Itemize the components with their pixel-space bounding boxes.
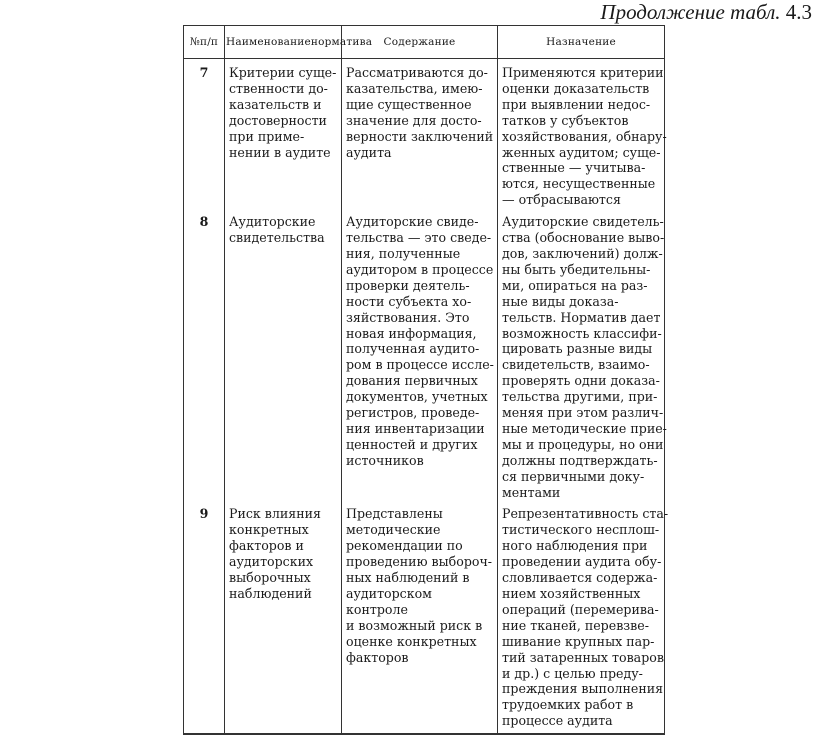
header-row [184, 26, 665, 59]
text-line: Аудиторские [229, 214, 316, 230]
text-line: ми, опираться на раз- [502, 277, 648, 293]
text-line: тий затаренных товаров [502, 649, 664, 665]
caption-number: 4.3 [785, 0, 812, 24]
norm-content [342, 59, 498, 209]
text-line: проверки деятель- [346, 277, 470, 293]
norm-name [225, 500, 342, 734]
text-line: ются, несущественные [502, 176, 656, 192]
text-line: свидетельств, взаимо- [502, 357, 650, 373]
text-line: оценки доказательств [502, 80, 650, 96]
text-line: регистров, проведе- [346, 405, 480, 421]
text-line: цировать разные виды [502, 341, 653, 357]
text-line: Применяются критерии [502, 65, 664, 80]
text-line: ния, полученные [346, 245, 461, 261]
text-line: ные виды доказа- [502, 293, 619, 309]
text-line: меняя при этом различ- [502, 405, 664, 421]
text-line: Аудиторские свиде- [346, 214, 479, 230]
text-line: ности субъекта хо- [346, 293, 472, 309]
text-line: зяйствования. Это [346, 309, 470, 325]
text-line: аудитором в процессе [346, 261, 494, 277]
text-line: дов, заключений) долж- [502, 245, 663, 261]
row-number: 8 [184, 208, 225, 500]
text-line: казательства, имею- [346, 80, 483, 96]
text-line: ственные — учитыва- [502, 160, 646, 176]
text-line: нении в аудите [229, 144, 331, 160]
norm-purpose [498, 59, 665, 209]
text-line: № [189, 35, 200, 48]
text-line: п/п [200, 35, 219, 48]
text-line: — отбрасываются [502, 192, 621, 208]
text-line: Риск влияния [229, 506, 321, 522]
text-line: рекомендации по [346, 538, 463, 554]
text-line: документов, учетных [346, 389, 488, 405]
text-line: наблюдений [229, 586, 312, 601]
text-line: процессе аудита [502, 713, 613, 729]
text-line: норматива [310, 35, 373, 48]
text-line: ние тканей, перевзве- [502, 617, 649, 633]
norm-content [342, 500, 498, 734]
text-line: факторов [346, 649, 409, 665]
text-line: тистического несплош- [502, 522, 660, 538]
text-line: должны подтверждать- [502, 452, 658, 468]
text-line: выборочных [229, 570, 311, 586]
text-line: значение для досто- [346, 112, 482, 128]
text-line: ственности до- [229, 80, 328, 96]
norm-name [225, 208, 342, 500]
text-line: Наименование [226, 35, 311, 48]
text-line: методические [346, 522, 441, 538]
text-line: новая информация, [346, 325, 477, 341]
text-line: проведении аудита обу- [502, 554, 662, 570]
text-line: ные методические прие- [502, 420, 667, 436]
norm-content [342, 208, 498, 500]
text-line: ства (обоснование выво- [502, 230, 665, 246]
text-line: тельств. Норматив дает [502, 309, 661, 325]
text-line: хозяйствования, обнару- [502, 128, 667, 144]
text-line: верности заключений [346, 128, 494, 144]
text-line: тельства — это сведе- [346, 230, 492, 246]
text-line: проведению выбороч- [346, 554, 493, 570]
text-line: Назначение [546, 35, 616, 48]
text-line: контроле [346, 601, 408, 617]
text-line: ния инвентаризации [346, 420, 485, 436]
text-line: татков у субъектов [502, 112, 629, 128]
table-row [184, 500, 665, 734]
norm-purpose [498, 500, 669, 734]
text-line: щие существенное [346, 96, 472, 112]
text-line: ся первичными доку- [502, 468, 645, 484]
row-number: 7 [184, 59, 225, 209]
row-number: 9 [184, 500, 225, 734]
text-line: свидетельства [229, 230, 325, 246]
text-line: проверять одни доказа- [502, 373, 660, 389]
table-row [184, 208, 665, 500]
text-line: факторов и [229, 538, 304, 554]
text-line: Содержание [383, 35, 456, 48]
text-line: ного наблюдения при [502, 538, 648, 554]
header-number [184, 26, 225, 59]
text-line: аудиторском [346, 586, 432, 601]
caption-text: Продолжение табл. [600, 0, 781, 24]
text-line: достоверности [229, 112, 327, 128]
text-line: аудита [346, 144, 392, 160]
table-row [184, 59, 665, 209]
norm-name [225, 59, 342, 209]
text-line: Репрезентативность ста- [502, 506, 669, 522]
text-line: источников [346, 452, 424, 468]
header-name [225, 26, 373, 59]
text-line: и возможный риск в [346, 617, 483, 633]
text-line: при приме- [229, 128, 305, 144]
text-line: тельства другими, при- [502, 389, 658, 405]
text-line: Рассматриваются до- [346, 65, 488, 80]
text-line: ром в процессе иссле- [346, 357, 494, 373]
table-caption [600, 0, 812, 25]
text-line: шивание крупных пар- [502, 633, 655, 649]
text-line: словливается содержа- [502, 570, 658, 586]
header-purpose [498, 26, 665, 59]
text-line: Критерии суще- [229, 65, 337, 80]
text-line: ментами [502, 484, 561, 500]
text-line: полученная аудито- [346, 341, 480, 357]
text-line: дования первичных [346, 373, 478, 389]
text-line: ных наблюдений в [346, 570, 470, 586]
text-line: возможность классифи- [502, 325, 662, 341]
text-line: ны быть убедительны- [502, 261, 651, 277]
text-line: Аудиторские свидетель- [502, 214, 664, 230]
text-line: операций (перемерива- [502, 601, 659, 617]
text-line: конкретных [229, 522, 309, 538]
text-line: трудоемких работ в [502, 697, 634, 713]
text-line: преждения выполнения [502, 681, 664, 697]
text-line: ценностей и других [346, 436, 478, 452]
text-line: казательств и [229, 96, 322, 112]
text-line: женных аудитом; суще- [502, 144, 661, 160]
text-line: нием хозяйственных [502, 586, 641, 601]
text-line: оценке конкретных [346, 633, 477, 649]
norms-table [183, 25, 669, 735]
text-line: аудиторских [229, 554, 314, 570]
text-line: при выявлении недос- [502, 96, 651, 112]
text-line: и др.) с целью преду- [502, 665, 643, 681]
text-line: мы и процедуры, но они [502, 436, 664, 452]
text-line: Представлены [346, 506, 443, 522]
norm-purpose [498, 208, 665, 500]
